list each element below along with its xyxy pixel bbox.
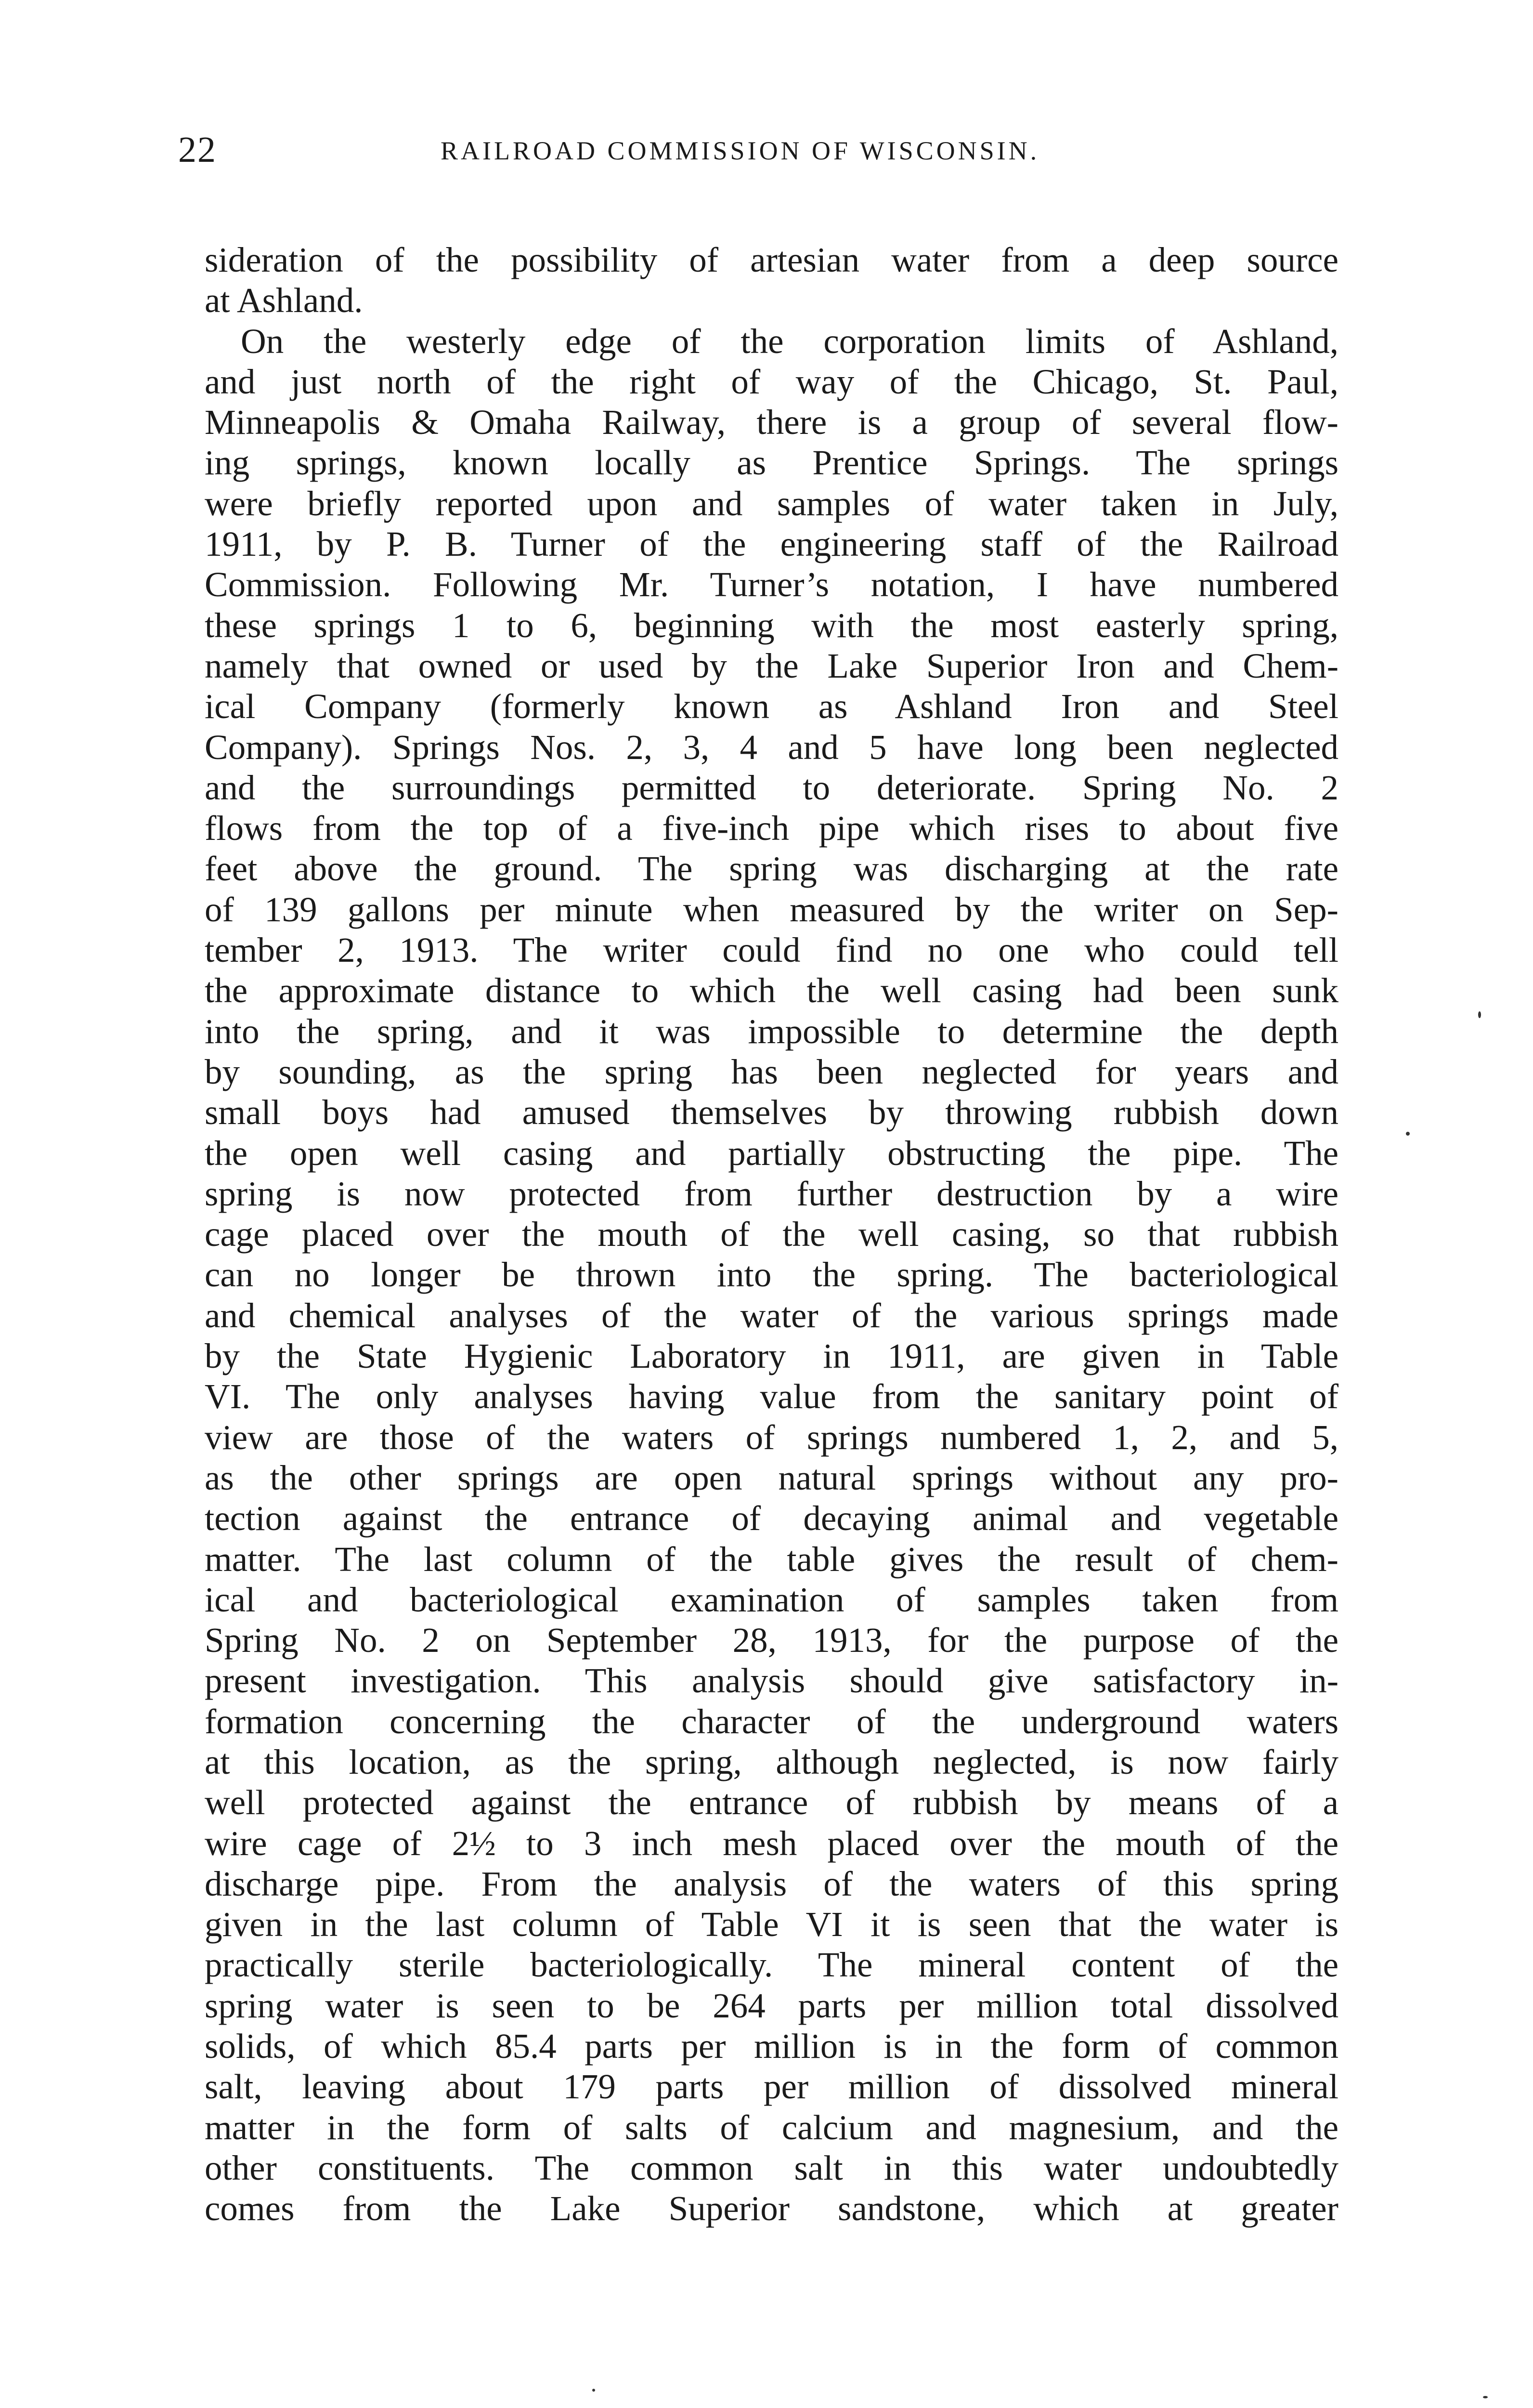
text-line: into the spring, and it was impossible to determine the depth xyxy=(205,1011,1338,1051)
text-line: matter. The last column of the table gives the result of chem- xyxy=(205,1539,1338,1579)
text-line: flows from the top of a five-inch pipe which rises to about five xyxy=(205,809,1338,848)
text-line: Company). Springs Nos. 2, 3, 4 and 5 have long been neglected xyxy=(205,727,1338,767)
text-line: comes from the Lake Superior sandstone, which at greater xyxy=(205,2189,1338,2228)
text-line: ical and bacteriological examination of samples taken from xyxy=(205,1580,1338,1619)
text-line: well protected against the entrance of rubbish by means of a xyxy=(205,1783,1338,1822)
running-head xyxy=(178,129,1358,172)
text-line: Spring No. 2 on September 28, 1913, for the purpose of the xyxy=(205,1621,1338,1660)
text-line: at Ashland. xyxy=(205,281,363,320)
text-line: On the westerly edge of the corporation limits of Ashland, xyxy=(241,321,1338,361)
text-line: Commission. Following Mr. Turner’s notation, I have numbered xyxy=(205,565,1338,604)
scan-speck xyxy=(1406,1132,1410,1136)
text-line: by sounding, as the spring has been neglected for years and xyxy=(205,1052,1338,1091)
text-line: spring is now protected from further destruction by a wire xyxy=(205,1174,1338,1213)
text-line: matter in the form of salts of calcium and magnesium, and the xyxy=(205,2107,1338,2147)
text-line: tember 2, 1913. The writer could find no one who could tell xyxy=(205,930,1338,970)
body-text xyxy=(205,240,1338,2229)
text-line: of 139 gallons per minute when measured by the writer on Sep- xyxy=(205,890,1338,929)
scan-speck xyxy=(1483,2396,1488,2398)
text-line: were briefly reported upon and samples of water taken in July, xyxy=(205,484,1338,523)
text-line: feet above the ground. The spring was discharging at the rate xyxy=(205,849,1338,889)
text-line: discharge pipe. From the analysis of the waters of this spring xyxy=(205,1864,1338,1903)
text-line: cage placed over the mouth of the well casing, so that rubbish xyxy=(205,1215,1338,1254)
text-line: present investigation. This analysis should give satisfactory in- xyxy=(205,1661,1338,1701)
text-line: tection against the entrance of decaying animal and vegetable xyxy=(205,1499,1338,1538)
text-line: and chemical analyses of the water of the various springs made xyxy=(205,1296,1338,1335)
text-line: ing springs, known locally as Prentice Springs. The springs xyxy=(205,443,1338,483)
text-line: the approximate distance to which the well casing had been sunk xyxy=(205,971,1338,1010)
text-line: ical Company (formerly known as Ashland Iron and Steel xyxy=(205,687,1338,726)
text-line: and just north of the right of way of the Chicago, St. Paul, xyxy=(205,362,1338,401)
text-line: given in the last column of Table VI it is seen that the water is xyxy=(205,1905,1338,1944)
text-line: VI. The only analyses having value from the sanitary point of xyxy=(205,1377,1338,1416)
text-line: small boys had amused themselves by throwing rubbish down xyxy=(205,1093,1338,1132)
text-line: sideration of the possibility of artesian water from a deep source xyxy=(205,240,1338,279)
text-line: these springs 1 to 6, beginning with the most easterly spring, xyxy=(205,605,1338,645)
text-line: salt, leaving about 179 parts per million of dissolved mineral xyxy=(205,2067,1338,2107)
paragraph-continuation xyxy=(205,240,1338,321)
text-line: 1911, by P. B. Turner of the engineering staff of the Railroad xyxy=(205,524,1338,564)
text-line: at this location, as the spring, although neglected, is now fairly xyxy=(205,1742,1338,1781)
text-line: practically sterile bacteriologically. The mineral content of the xyxy=(205,1945,1338,1985)
text-line: spring water is seen to be 264 parts per million total dissolved xyxy=(205,1986,1338,2025)
text-line: other constituents. The common salt in this water undoubtedly xyxy=(205,2148,1338,2187)
text-line: as the other springs are open natural springs without any pro- xyxy=(205,1458,1338,1497)
text-line: formation concerning the character of the underground waters xyxy=(205,1701,1338,1741)
scan-speck xyxy=(1478,1011,1481,1018)
running-title: RAILROAD COMMISSION OF WISCONSIN. xyxy=(441,136,1040,165)
text-line: namely that owned or used by the Lake Superior Iron and Chem- xyxy=(205,646,1338,685)
text-line: and the surroundings permitted to deteriorate. Spring No. 2 xyxy=(205,768,1338,807)
scan-speck xyxy=(592,2389,595,2392)
page-number: 22 xyxy=(178,130,217,170)
text-line: wire cage of 2½ to 3 inch mesh placed over the mouth of the xyxy=(205,1823,1338,1863)
text-line: view are those of the waters of springs numbered 1, 2, and 5, xyxy=(205,1417,1338,1457)
paragraph xyxy=(205,321,1338,2229)
text-line: solids, of which 85.4 parts per million is in the form of common xyxy=(205,2027,1338,2066)
text-line: the open well casing and partially obstructing the pipe. The xyxy=(205,1133,1338,1173)
text-line: by the State Hygienic Laboratory in 1911, are given in Table xyxy=(205,1336,1338,1376)
text-line: can no longer be thrown into the spring. The bacteriological xyxy=(205,1255,1338,1295)
text-line: Minneapolis & Omaha Railway, there is a group of several flow- xyxy=(205,403,1338,442)
